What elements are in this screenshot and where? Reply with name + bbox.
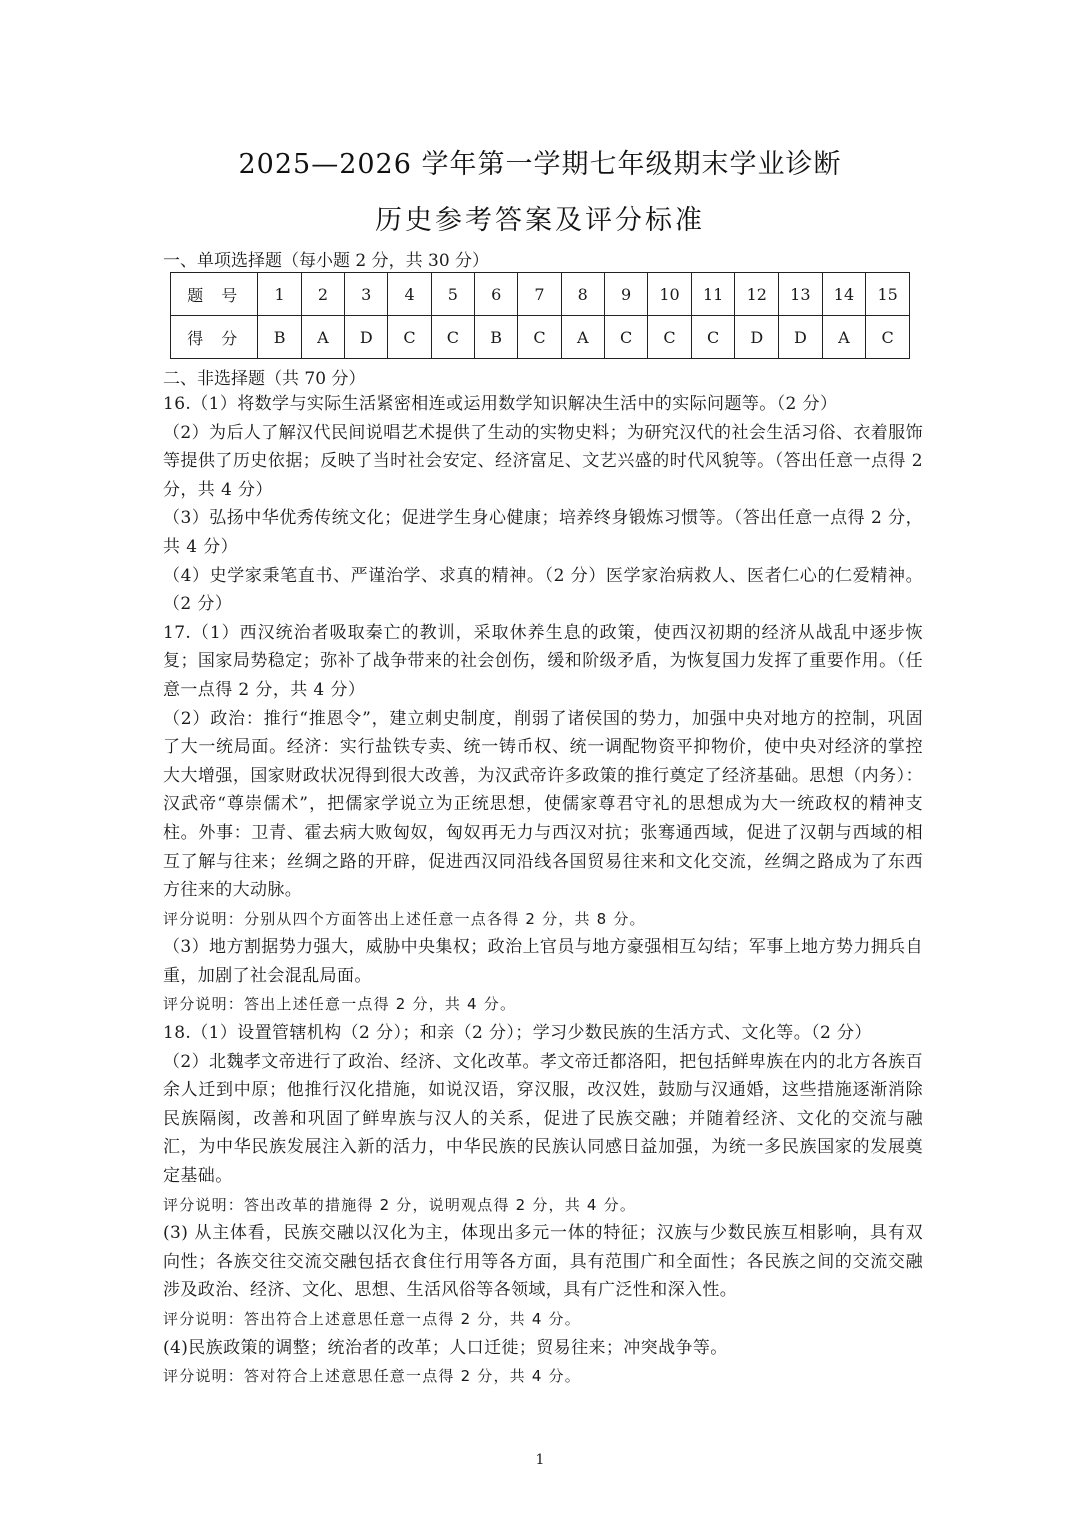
answer-cell: C: [866, 316, 910, 359]
answer-cell: C: [388, 316, 431, 359]
answer-cell: A: [822, 316, 866, 359]
answer-paragraph: （3）弘扬中华优秀传统文化；促进学生身心健康；培养终身锻炼习惯等。（答出任意一点得 2 分，共 4 分）: [163, 508, 923, 557]
answer-cell: C: [604, 316, 647, 359]
answer-cell: C: [691, 316, 735, 359]
scoring-note: 评分说明：答对符合上述意思任意一点得 2 分，共 4 分。: [163, 1367, 581, 1386]
answer-cell: C: [518, 316, 561, 359]
question-number: 8: [561, 273, 604, 316]
answer-paragraph: 18.（1）设置管辖机构（2 分）；和亲（2 分）；学习少数民族的生活方式、文化等。（2 分）: [163, 1023, 872, 1044]
answer-paragraph: (3) 从主体看，民族交融以汉化为主，体现出多元一体的特征；汉族与少数民族互相影响，具有双向性；各族交往交流交融包括衣食住行用等各方面，具有范围广和全面性；各民族之间的交流交融涉及政治、经济、文化、思想、生活风俗等各领域，具有广泛性和深入性。: [163, 1223, 923, 1301]
scoring-note: 评分说明：分别从四个方面答出上述任意一点各得 2 分，共 8 分。: [163, 909, 646, 928]
answer-cell: D: [779, 316, 823, 359]
question-number: 5: [431, 273, 474, 316]
row-label-score: 得分: [171, 316, 258, 359]
scoring-note: 评分说明：答出上述任意一点得 2 分，共 4 分。: [163, 995, 517, 1014]
answer-table-answer-row: [171, 316, 910, 359]
answer-table-number-row: [171, 273, 910, 316]
question-number: 6: [475, 273, 518, 316]
question-number: 7: [518, 273, 561, 316]
question-number: 1: [258, 273, 301, 316]
answer-cell: B: [258, 316, 301, 359]
question-number: 3: [345, 273, 388, 316]
section-heading-nonchoice: 二、非选择题（共 70 分）: [163, 369, 366, 389]
question-number: 9: [604, 273, 647, 316]
answer-paragraph: （2）政治：推行“推恩令”，建立刺史制度，削弱了诸侯国的势力，加强中央对地方的控制，巩固了大一统局面。经济：实行盐铁专卖、统一铸币权、统一调配物资平抑物价，使中央对经济的掌控大大增强，国家财政状况得到很大改善，为汉武帝许多政策的推行奠定了经济基础。思想（内务）：汉武帝“尊崇儒术”，把儒家学说立为正统思想，使儒家尊君守礼的思想成为大一统政权的精神支柱。外事：卫青、霍去病大败匈奴，匈奴再无力与西汉对抗；张骞通西域，促进了汉朝与西域的相互了解与往来；丝绸之路的开辟，促进西汉同沿线各国贸易往来和文化交流，丝绸之路成为了东西方往来的大动脉。: [163, 708, 923, 901]
answer-cell: C: [431, 316, 474, 359]
page-number: 1: [535, 1452, 545, 1468]
question-number: 11: [691, 273, 735, 316]
answer-body: [163, 390, 923, 1391]
question-number: 13: [779, 273, 823, 316]
question-number: 2: [301, 273, 344, 316]
question-number: 4: [388, 273, 431, 316]
answer-paragraph: （2）为后人了解汉代民间说唱艺术提供了生动的实物史料；为研究汉代的社会生活习俗、衣着服饰等提供了历史依据；反映了当时社会安定、经济富足、文艺兴盛的时代风貌等。（答出任意一点得 2 分，共 4 分）: [163, 422, 923, 500]
answer-table: [170, 272, 910, 359]
scoring-note: 评分说明：答出改革的措施得 2 分，说明观点得 2 分，共 4 分。: [163, 1195, 637, 1214]
answer-paragraph: 16.（1）将数学与实际生活紧密相连或运用数学知识解决生活中的实际问题等。（2 分）: [163, 394, 838, 414]
question-number: 10: [648, 273, 692, 316]
answer-paragraph: (4)民族政策的调整；统治者的改革；人口迁徙；贸易往来；冲突战争等。: [163, 1337, 728, 1358]
answer-cell: A: [561, 316, 604, 359]
section-heading-choice: 一、单项选择题（每小题 2 分，共 30 分）: [163, 251, 490, 271]
question-number: 12: [735, 273, 779, 316]
answer-cell: A: [301, 316, 344, 359]
question-number: 14: [822, 273, 866, 316]
question-number: 15: [866, 273, 910, 316]
answer-cell: B: [475, 316, 518, 359]
answer-paragraph: （4）史学家秉笔直书、严谨治学、求真的精神。（2 分）医学家治病救人、医者仁心的仁爱精神。（2 分）: [163, 565, 923, 615]
answer-paragraph: 17.（1）西汉统治者吸取秦亡的教训，采取休养生息的政策，使西汉初期的经济从战乱中逐步恢复；国家局势稳定；弥补了战争带来的社会创伤，缓和阶级矛盾，为恢复国力发挥了重要作用。（任意一点得 2 分，共 4 分）: [163, 622, 923, 700]
answer-paragraph: （3）地方割据势力强大，威胁中央集权；政治上官员与地方豪强相互勾结；军事上地方势力拥兵自重，加剧了社会混乱局面。: [163, 937, 923, 986]
answer-cell: D: [735, 316, 779, 359]
page-title: 2025—2026 学年第一学期七年级期末学业诊断: [238, 149, 842, 180]
answer-paragraph: （2）北魏孝文帝进行了政治、经济、文化改革。孝文帝迁都洛阳，把包括鲜卑族在内的北方各族百余人迁到中原；他推行汉化措施，如说汉语，穿汉服，改汉姓，鼓励与汉通婚，这些措施逐渐消除民族隔阂，改善和巩固了鲜卑族与汉人的关系，促进了民族交融；并随着经济、文化的交流与融汇，为中华民族发展注入新的活力，中华民族的民族认同感日益加强，为统一多民族国家的发展奠定基础。: [163, 1051, 923, 1187]
answer-cell: C: [648, 316, 692, 359]
scoring-note: 评分说明：答出符合上述意思任意一点得 2 分，共 4 分。: [163, 1310, 581, 1328]
page-subtitle: 历史参考答案及评分标准: [375, 205, 705, 236]
row-label-number: 题号: [171, 273, 258, 316]
answer-cell: D: [345, 316, 388, 359]
